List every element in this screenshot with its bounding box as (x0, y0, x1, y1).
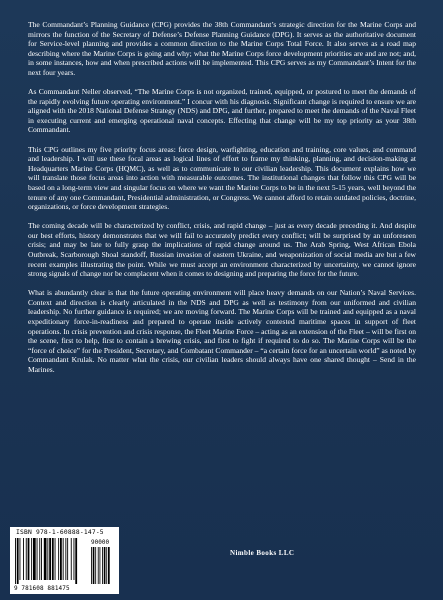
addon-bar (91, 547, 92, 584)
barcode-bar (63, 538, 64, 580)
barcode-bar (23, 538, 24, 580)
addon-bar (104, 547, 106, 584)
barcode-bar (49, 538, 51, 580)
addon-bar (108, 547, 110, 584)
barcode-bar (20, 538, 21, 580)
barcode-bar (58, 538, 59, 580)
ean-digits: 9 781608 881475 (14, 585, 70, 592)
paragraph-3: This CPG outlines my five priority focus areas: force design, warfighting, education and training, core values, and command and leadership. I will use these focal areas as logical lines of effort to frame my thinking, planning, and decision-making at Headquarters Marine Corps (HQMC), as well as to communicate to our civilian leadership. This document explains how we will translate those focus areas into action with measurable outcomes. The institutional changes that follow this CPG will be based on a long-term view and singular focus on where we want the Marine Corps to be in the next 5-15 years, well beyond the tenure of any one Commandant, Presidential administration, or Congress. We cannot afford to retain outdated policies, doctrine, organizations, or force development strategies. (28, 144, 416, 212)
barcode-bar (26, 538, 27, 580)
addon-bar (106, 547, 107, 584)
barcode-bar (28, 538, 30, 580)
barcode-bar (65, 538, 66, 580)
paragraph-2: As Commandant Neller observed, “The Marine Corps is not organized, trained, equipped, or postured to meet the demands of the rapidly evolving future operating environment.” I concur with his diagnosis. Significant change is required to ensure we are aligned with the 2018 National Defense Strategy (NDS) and DPG, and further, prepared to meet the demands of the Naval Fleet in executing current and emerging operational naval concepts. Effecting that change will be my top priority as your 38th Commandant. (28, 87, 416, 135)
barcode-bar (74, 538, 75, 580)
barcode-bar (33, 538, 36, 580)
barcode-bar (75, 538, 77, 584)
addon-bar (98, 547, 99, 584)
addon-bar (100, 547, 101, 584)
isbn-barcode (10, 527, 119, 594)
barcode-bar (15, 538, 16, 584)
paragraph-1: The Commandant’s Planning Guidance (CPG) provides the 38th Commandant’s strategic direction for the Marine Corps and mirrors the function of the Secretary of Defense’s Defense Planning Guidance (DPG). It serves as the authoritative document for Service-level planning and provides a common direction to the Marine Corps Total Force. It also serves as a road map describing where the Marine Corps is going and why; what the Marine Corps force development priorities are and are not; and, in some instances, how and when prescribed actions will be implemented. This CPG serves as my Commandant’s Intent for the next four years. (28, 20, 416, 77)
barcode-bar (39, 538, 40, 580)
addon-bar (102, 547, 103, 584)
barcode-bar (52, 538, 54, 580)
barcode-bar (67, 538, 68, 580)
barcode-bars (13, 538, 117, 586)
barcode-bar (44, 538, 47, 580)
addon-digits: 90000 (91, 539, 110, 546)
paragraph-5: What is abundantly clear is that the future operating environment will place heavy demands on our Nation’s Naval Services. Context and direction is clearly articulated in the NDS and DPG as well as testimony from our uniformed and civilian leadership. No further guidance is required; we are moving forward. The Marine Corps will be trained and equipped as a naval expeditionary force-in-readiness and prepared to operate inside actively contested maritime spaces in support of fleet operations. In crisis prevention and crisis response, the Fleet Marine Force – acting as an extension of the Fleet – will be first on the scene, first to help, first to contain a brewing crisis, and first to fight if required to do so. The Marine Corps will be the “force of choice” for the President, Secretary, and Combatant Commander – “a certain force for an uncertain world” as noted by Commandant Krulak. No matter what the crisis, our civilian leaders should always have one shared thought – Send in the Marines. (28, 288, 416, 374)
paragraph-4: The coming decade will be characterized by conflict, crisis, and rapid change – just as every decade preceding it. And despite our best efforts, history demonstrates that we will fail to accurately predict every conflict; will be surprised by an unforeseen crisis; and may be late to fully grasp the implications of rapid change around us. The Arab Spring, West African Ebola Outbreak, Scarborough Shoal standoff, Russian invasion of eastern Ukraine, and weaponization of social media are but a few recent examples illustrating the point. While we must accept an environment characterized by uncertainty, we cannot ignore strong signals of change nor be complacent when it comes to designing and preparing the force for the future. (28, 221, 416, 279)
barcode-bar (31, 538, 32, 580)
blurb-text (28, 20, 416, 384)
barcode-digits (14, 585, 118, 592)
isbn-label: ISBN 978-1-60888-147-5 (16, 529, 104, 536)
barcode-bar (60, 538, 62, 580)
barcode-bar (41, 538, 42, 580)
publisher-name: Nimble Books LLC (230, 549, 295, 557)
barcode-bar (17, 538, 19, 584)
addon-bar (93, 547, 95, 584)
barcode-bar (71, 538, 72, 580)
addon-bar (95, 547, 96, 584)
barcode-bar (47, 538, 48, 580)
barcode-bar (55, 538, 56, 580)
barcode-bar (37, 538, 38, 580)
